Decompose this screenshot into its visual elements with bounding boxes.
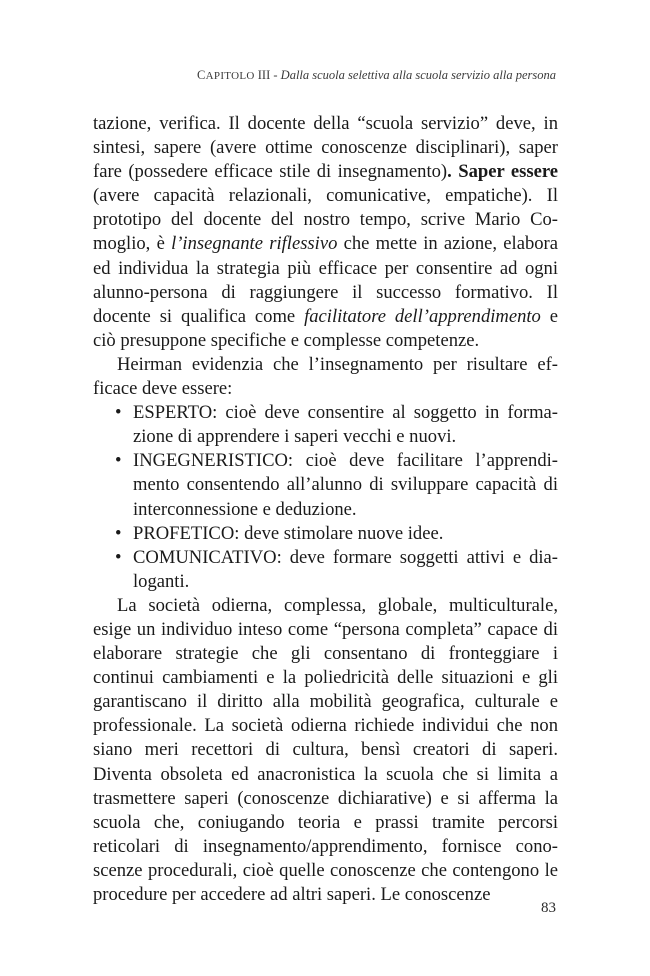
list-item: • COMUNICATIVO: deve formare soggetti attivi e dialoganti. — [133, 546, 558, 594]
italic-phrase: l’insegnante riflessivo — [171, 233, 338, 255]
paragraph-1: tazione, verifica. Il docente della “scuola servizio” deve, in sintesi, sapere (avere ottime conoscenze disciplinari), saper fare (possedere efficace stile di insegnamento). Saper essere (avere capacità relazionali, comunicative, empatiche). Il prototipo del docente del nostro tempo, scrive Mario Comoglio, è l’insegnante riflessivo che mette in azione, elabora ed individua la strategia più efficace per consentire ad ogni alunno-persona di raggiungere il successo formativo. Il docente si qualifica come facilitatore dell’apprendimento e ciò presuppone specifiche e complesse competenze. — [93, 113, 558, 351]
chapter-label: CAPITOLO — [197, 68, 255, 82]
body-text — [93, 112, 558, 907]
chapter-number: III — [257, 68, 271, 82]
paragraph-3: La società odierna, complessa, globale, multiculturale, esige un individuo inteso come “persona completa” capace di elaborare strategie che gli consentano di fronteggiare i continui cambiamenti e la poliedricità delle situazioni e gli garantiscano il diritto alla mobilità geografica, culturale e professionale. La società odierna richiede individui che non siano meri recettori di cultura, bensì creatori di saperi. Diventa obsoleta ed anacronistica la scuola che si limita a trasmettere saperi (conoscenze dichiarative) e si afferma la scuola che, coniugando teoria e prassi tramite percorsi reticolari di insegnamento/apprendimento, fornisce conoscenze procedurali, cioè quelle conoscenze che contengono le procedure per accedere ad altri saperi. Le conoscenze — [93, 594, 558, 905]
bold-phrase: Saper essere — [458, 161, 558, 183]
list-item: • PROFETICO: deve stimolare nuove idee. — [133, 522, 558, 546]
running-head-separator: - — [270, 68, 281, 82]
list-item: • INGEGNERISTICO: cioè deve facilitare l’apprendimento consentendo all’alunno di sviluppare capacità di interconnessione e deduzione. — [133, 449, 558, 521]
list-item: • ESPERTO: cioè deve consentire al soggetto in formazione di apprendere i saperi vecchi e nuovi. — [133, 401, 558, 449]
italic-phrase: facilitatore dell’apprendimento — [304, 305, 541, 327]
running-head — [197, 68, 556, 83]
paragraph-2: Heirman evidenzia che l’insegnamento per risultare efficace deve essere: — [93, 353, 558, 400]
page-number: 83 — [541, 900, 556, 916]
bullet-list — [93, 401, 558, 594]
chapter-title: Dalla scuola selettiva alla scuola servizio alla persona — [280, 68, 556, 82]
